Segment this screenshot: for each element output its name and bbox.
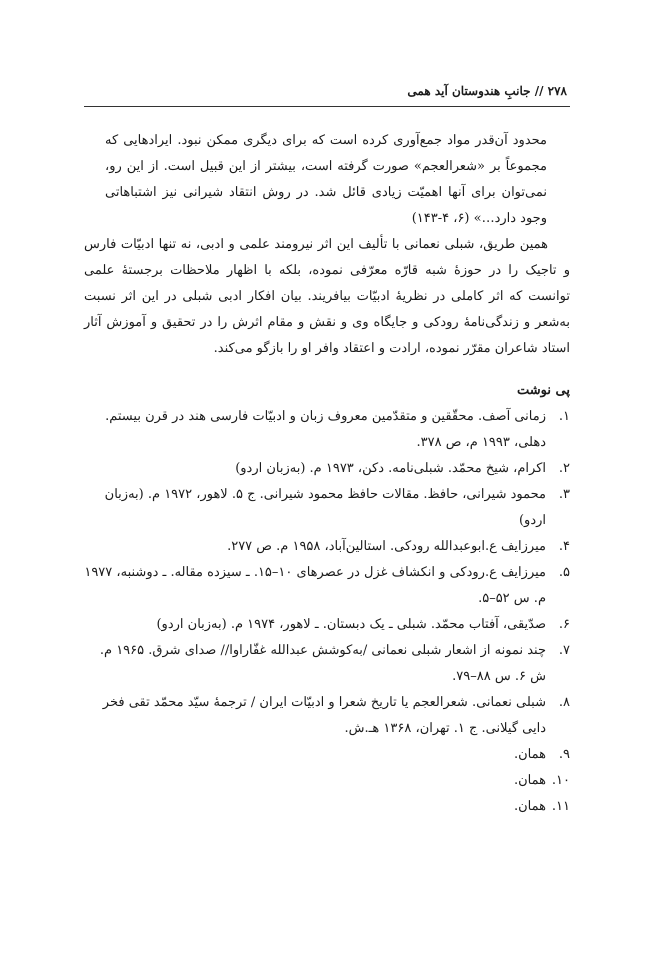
notes-heading: پی نوشت bbox=[517, 383, 570, 398]
block-quote: محدود آن‌قدر مواد جمع‌آوری کرده است که برای دیگری ممکن نبود. ایرادهایی که مجموعاً بر «شعرالعجم» صورت گرفته است، بیشتر از این قبیل است. از این رو، نمی‌توان برای آنها اهمیّت زیادی قائل شد. در روش انتقاد شیرانی نیز اشتباهاتی وجود دارد…» (۶، ۴-۱۴۳) bbox=[105, 133, 547, 226]
endnote-item bbox=[84, 560, 570, 612]
endnote-item bbox=[84, 482, 570, 534]
endnote-text: محمود شیرانی، حافظ. مقالات حافظ محمود شیرانی. ج ۵. لاهور، ۱۹۷۲ م. (به‌زبان اردو) bbox=[104, 487, 546, 528]
endnote-number: ۲. bbox=[558, 461, 570, 476]
endnote-item bbox=[84, 638, 570, 690]
page-body bbox=[84, 128, 570, 820]
endnote-number: ۵. bbox=[558, 565, 570, 580]
endnote-item bbox=[84, 794, 570, 820]
endnote-item bbox=[84, 404, 570, 456]
endnote-item bbox=[84, 612, 570, 638]
endnote-item bbox=[84, 768, 570, 794]
endnote-number: ۶. bbox=[558, 617, 570, 632]
endnote-text: همان. bbox=[513, 747, 546, 762]
endnote-text: چند نمونه از اشعار شبلی نعمانی /به‌کوشش عبدالله غفّاراوا// صدای شرق. ۱۹۶۵ م. ش ۶. س ۸۸–۷۹. bbox=[99, 643, 546, 684]
header-rule bbox=[84, 106, 570, 107]
endnote-text: میرزایف ع.ابوعبدالله رودکی. استالین‌آباد، ۱۹۵۸ م. ص ۲۷۷. bbox=[227, 539, 546, 554]
endnote-number: ۹. bbox=[558, 747, 570, 762]
endnote-number: ۱۱. bbox=[551, 799, 570, 814]
endnote-number: ۴. bbox=[558, 539, 570, 554]
endnote-text: همان. bbox=[513, 773, 546, 788]
endnote-number: ۱. bbox=[558, 409, 570, 424]
endnote-item bbox=[84, 456, 570, 482]
endnote-item bbox=[84, 534, 570, 560]
endnote-number: ۳. bbox=[558, 487, 570, 502]
endnote-number: ۷. bbox=[558, 643, 570, 658]
body-paragraph: همین طریق، شبلی نعمانی با تألیف این اثر نیرومند علمی و ادبی، نه تنها ادبیّات فارس و تاجیک را در حوزهٔ شبه قارّه معرّفی نموده، بلکه با اظهار ملاحظات برجستهٔ علمی توانست که اثر کاملی در نظریهٔ ادبیّات بیافریند. بیان افکار ادبی شبلی در این اثر نسبت به‌شعر و زندگی‌نامهٔ رودکی و جایگاه وی و نقش و مقام اثرش را در تحقیق و آموزش آثار استاد شاعران مقرّر نموده، ارادت و اعتقاد وافر او را بازگو می‌کند. bbox=[84, 237, 570, 356]
endnote-text: اکرام، شیخ محمّد. شبلی‌نامه. دکن، ۱۹۷۳ م. (به‌زبان اردو) bbox=[235, 461, 546, 476]
endnote-text: همان. bbox=[513, 799, 546, 814]
endnote-text: زمانی آصف. محقّقین و متقدّمین معروف زبان و ادبیّات فارسی هند در قرن بیستم. دهلی، ۱۹۹۳ م، ص ۳۷۸. bbox=[105, 409, 546, 450]
endnote-text: میرزایف ع.رودکی و انکشاف غزل در عصرهای ۱۰–۱۵. ـ سیزده مقاله. ـ دوشنبه، ۱۹۷۷ م. س ۵۲–۵. bbox=[84, 565, 546, 606]
endnote-text: صدّیقی، آفتاب محمّد. شبلی ـ یک دبستان. ـ لاهور، ۱۹۷۴ م. (به‌زبان اردو) bbox=[156, 617, 546, 632]
endnotes-list bbox=[84, 404, 570, 820]
endnote-item bbox=[84, 742, 570, 768]
endnote-number: ۸. bbox=[558, 695, 570, 710]
endnote-item bbox=[84, 690, 570, 742]
running-head: ۲۷۸ // جانبِ هندوستان آید همی bbox=[407, 84, 567, 98]
endnote-text: شبلی نعمانی. شعرالعجم یا تاریخ شعرا و ادبیّات ایران / ترجمهٔ سیّد محمّد تقی فخر دایی گیلانی. ج ۱. تهران، ۱۳۶۸ هـ.ش. bbox=[102, 695, 546, 736]
endnote-number: ۱۰. bbox=[551, 773, 570, 788]
